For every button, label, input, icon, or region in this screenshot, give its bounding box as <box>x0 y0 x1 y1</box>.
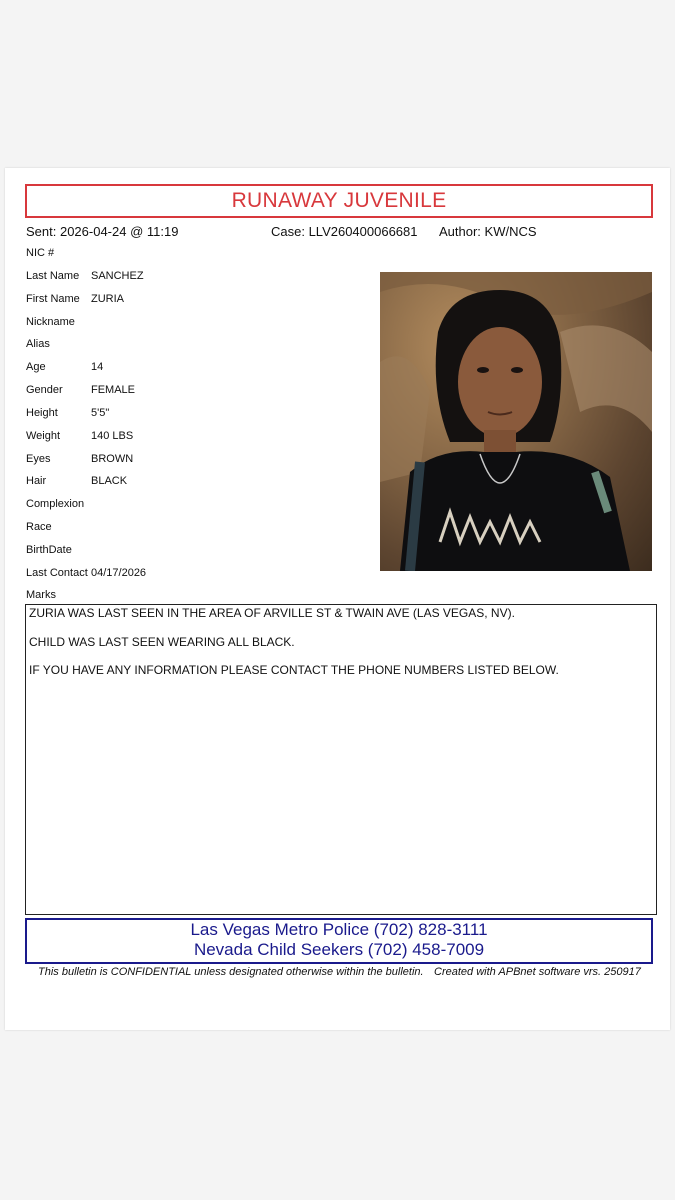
subject-photo <box>380 272 652 571</box>
field-value: FEMALE <box>91 384 136 396</box>
field-value: BLACK <box>91 475 128 487</box>
bulletin-sheet <box>5 168 670 1030</box>
bulletin-title: RUNAWAY JUVENILE <box>231 189 447 212</box>
software-note: Created with APBnet software vrs. 250917 <box>434 966 641 978</box>
field-label: Hair <box>26 475 47 487</box>
bulletin-title-box <box>25 184 653 218</box>
marks-line: ZURIA WAS LAST SEEN IN THE AREA OF ARVILLE ST & TWAIN AVE (LAS VEGAS, NV). <box>29 606 515 620</box>
marks-label: Marks <box>26 589 56 601</box>
field-label: Age <box>26 361 46 373</box>
marks-box <box>25 604 657 915</box>
subject-photo-illustration <box>380 272 652 571</box>
field-value: 5'5" <box>91 407 110 419</box>
field-label: Complexion <box>26 498 85 510</box>
marks-line: IF YOU HAVE ANY INFORMATION PLEASE CONTACT THE PHONE NUMBERS LISTED BELOW. <box>29 663 559 677</box>
field-label: Alias <box>26 338 50 350</box>
sent-datetime: Sent: 2026-04-24 @ 11:19 <box>26 224 179 239</box>
field-label: Last Name <box>26 270 80 282</box>
confidential-note: This bulletin is CONFIDENTIAL unless designated otherwise within the bulletin. <box>38 966 424 978</box>
field-label: NIC # <box>26 247 55 259</box>
field-label: Nickname <box>26 316 75 328</box>
marks-line: CHILD WAS LAST SEEN WEARING ALL BLACK. <box>29 635 295 649</box>
field-label: Race <box>26 521 52 533</box>
field-value: 14 <box>91 361 104 373</box>
field-label: Gender <box>26 384 63 396</box>
field-label: Last Contact <box>26 567 88 579</box>
field-label: Weight <box>26 430 61 442</box>
field-label: Height <box>26 407 58 419</box>
contact-box <box>25 918 653 964</box>
contact-line-ncs: Nevada Child Seekers (702) 458-7009 <box>193 940 485 959</box>
field-value: SANCHEZ <box>91 270 144 282</box>
field-value: ZURIA <box>91 293 124 305</box>
case-number: Case: LLV260400066681 <box>271 224 418 239</box>
contact-line-lvmpd: Las Vegas Metro Police (702) 828-3111 <box>190 920 488 939</box>
author: Author: KW/NCS <box>439 224 537 239</box>
field-label: First Name <box>26 293 80 305</box>
field-value: BROWN <box>91 453 134 465</box>
field-label: Eyes <box>26 453 51 465</box>
field-value: 140 LBS <box>91 430 134 442</box>
field-value: 04/17/2026 <box>91 567 147 579</box>
field-label: BirthDate <box>26 544 72 556</box>
